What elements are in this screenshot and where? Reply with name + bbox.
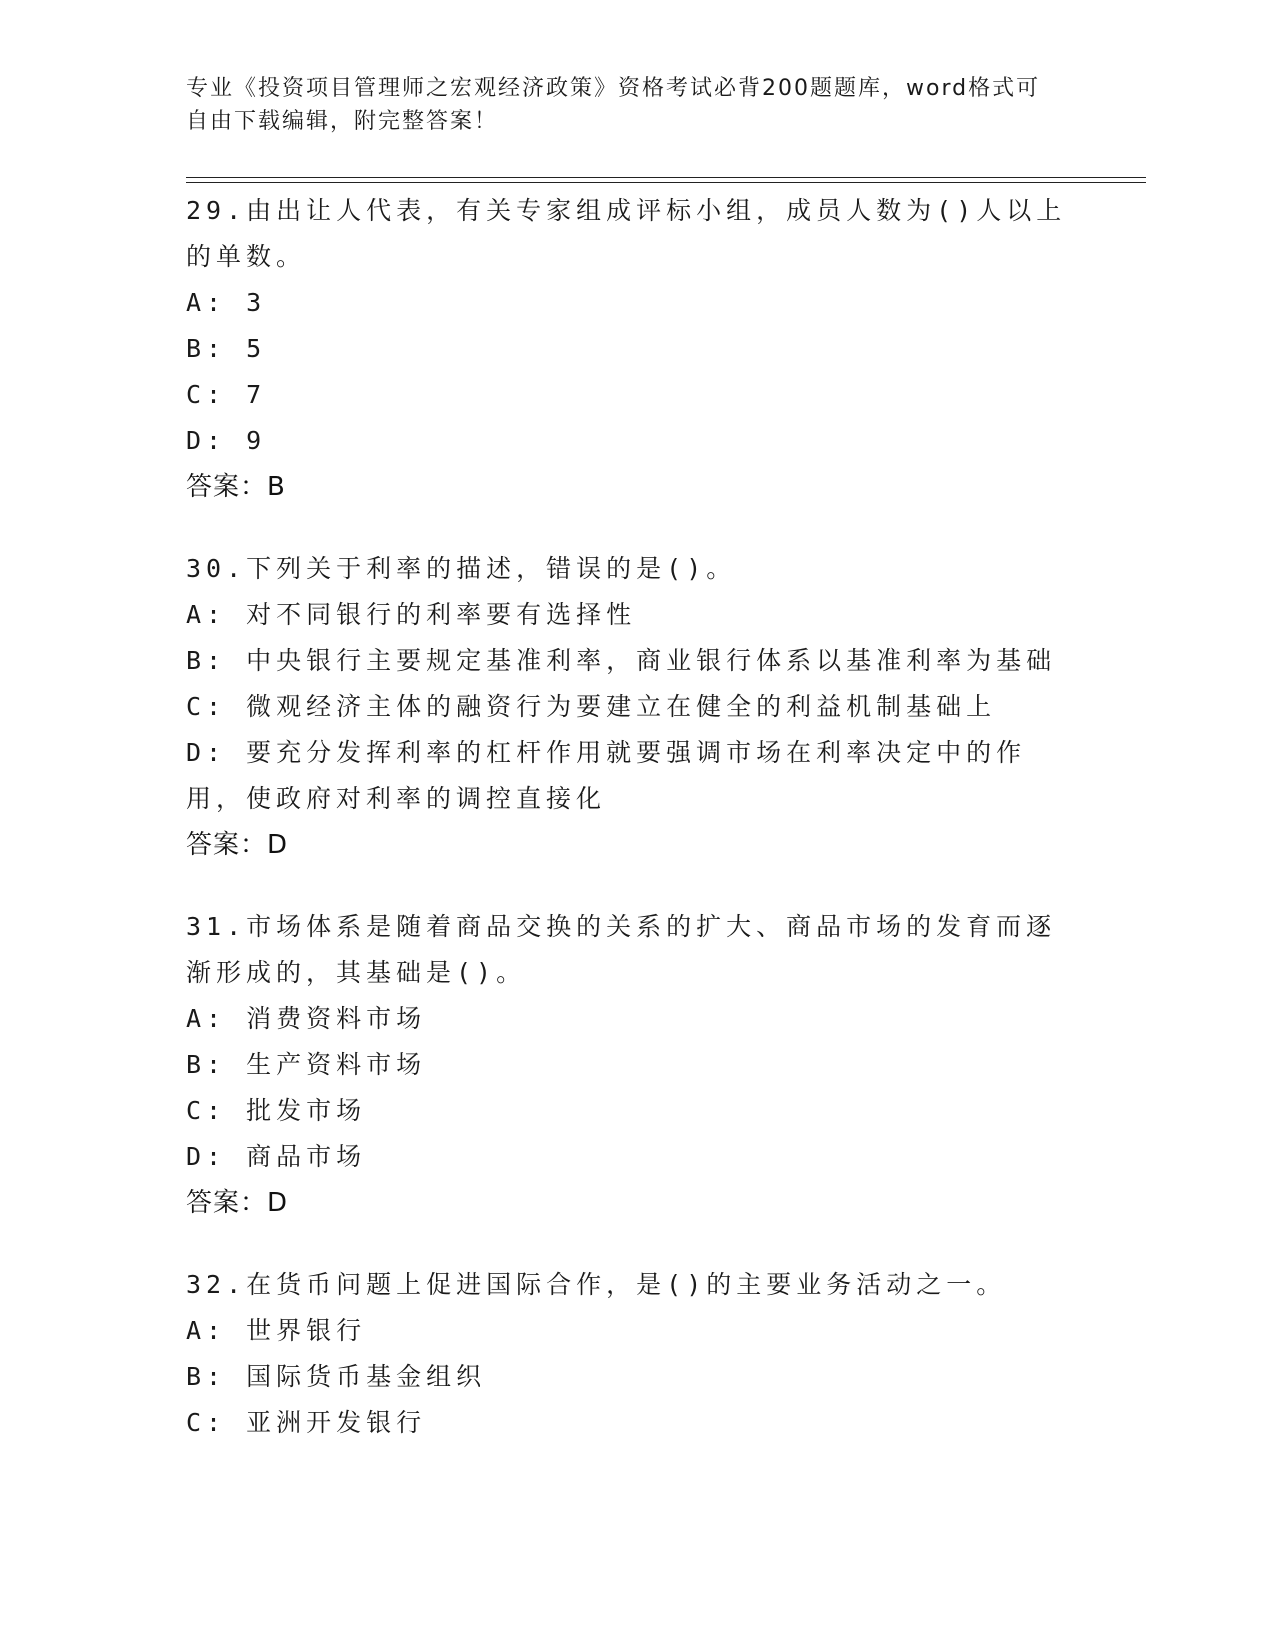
option-d: D: 要充分发挥利率的杠杆作用就要强调市场在利率决定中的作用，使政府对利率的调控直接化 [186, 738, 1027, 813]
header-line-1: 专业《投资项目管理师之宏观经济政策》资格考试必背200题题库，word格式可 [186, 76, 1041, 101]
question-29 [186, 188, 1086, 510]
question-32 [186, 1262, 1086, 1446]
option-b: B: 国际货币基金组织 [186, 1362, 487, 1391]
option-a: A: 对不同银行的利率要有选择性 [186, 600, 637, 629]
option-c: C: 7 [186, 380, 267, 409]
option-c: C: 微观经济主体的融资行为要建立在健全的利益机制基础上 [186, 692, 997, 721]
answer-label: 答案：D [186, 830, 289, 860]
option-b: B: 中央银行主要规定基准利率，商业银行体系以基准利率为基础 [186, 646, 1057, 675]
answer-label: 答案：D [186, 1188, 289, 1218]
question-stem: 29.由出让人代表，有关专家组成评标小组，成员人数为()人以上的单数。 [186, 196, 1067, 271]
option-d: D: 9 [186, 426, 267, 455]
option-a: A: 消费资料市场 [186, 1004, 427, 1033]
option-a: A: 3 [186, 288, 267, 317]
header-divider [186, 177, 1146, 183]
option-c: C: 亚洲开发银行 [186, 1408, 427, 1437]
question-list [186, 188, 1086, 1482]
question-stem: 30.下列关于利率的描述，错误的是()。 [186, 554, 737, 583]
option-a: A: 世界银行 [186, 1316, 367, 1345]
option-b: B: 生产资料市场 [186, 1050, 427, 1079]
question-stem: 31.市场体系是随着商品交换的关系的扩大、商品市场的发育而逐渐形成的，其基础是()。 [186, 912, 1057, 987]
question-31 [186, 904, 1086, 1226]
answer-label: 答案：B [186, 472, 286, 502]
question-30 [186, 546, 1086, 868]
option-d: D: 商品市场 [186, 1142, 367, 1171]
document-header [186, 72, 1086, 138]
header-line-2: 自由下载编辑，附完整答案！ [186, 109, 499, 134]
question-stem: 32.在货币问题上促进国际合作，是()的主要业务活动之一。 [186, 1270, 1007, 1299]
option-b: B: 5 [186, 334, 267, 363]
option-c: C: 批发市场 [186, 1096, 367, 1125]
